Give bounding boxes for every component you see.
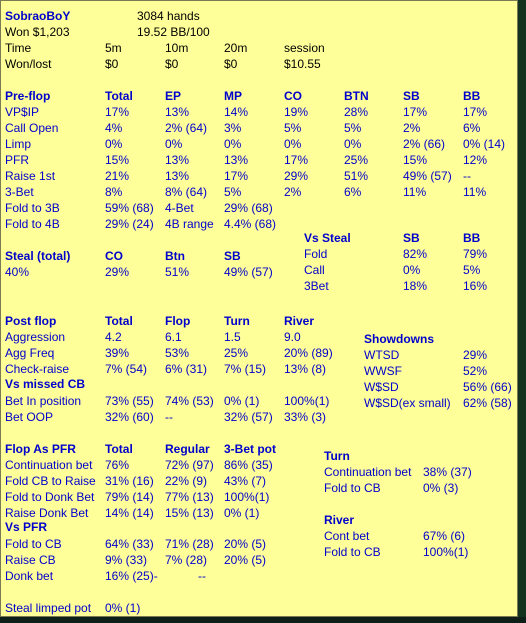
- flop-pfr-cell: 22% (9): [165, 474, 208, 488]
- preflop-cell: 8%: [105, 185, 123, 199]
- preflop-header-total: Total: [105, 89, 133, 103]
- postflop-cell: 25%: [224, 346, 249, 360]
- flop-pfr-cell: 15% (13): [165, 506, 214, 520]
- showdown-row-label: W$SD: [364, 380, 399, 394]
- preflop-cell: 2%: [284, 185, 302, 199]
- session-value-session: $10.55: [284, 57, 321, 71]
- preflop-cell: 5%: [284, 121, 302, 135]
- vs-steal-header-bb: BB: [463, 231, 481, 245]
- vs-pfr-row-label: Donk bet: [5, 569, 54, 583]
- postflop-cell: 20% (89): [284, 346, 333, 360]
- preflop-cell: 29%: [284, 169, 309, 183]
- steal-total-title: Steal (total): [5, 249, 71, 263]
- preflop-cell: 17%: [284, 153, 309, 167]
- preflop-cell: 0%: [105, 137, 123, 151]
- showdown-value: 52%: [463, 364, 488, 378]
- vs-pfr-cell: 16% (25)-: [105, 569, 158, 583]
- four-bet-label: 4-Bet: [165, 201, 194, 215]
- four-bet-value: 29% (68): [224, 201, 273, 215]
- preflop-cell: 21%: [105, 169, 130, 183]
- steal-header-sb: SB: [224, 249, 241, 263]
- river-value: 100%(1): [423, 545, 469, 559]
- missed-cb-cell: 33% (3): [284, 410, 327, 424]
- preflop-cell: --: [463, 169, 471, 183]
- preflop-cell: 2%: [403, 121, 421, 135]
- flop-pfr-cell: 72% (97): [165, 458, 214, 472]
- preflop-cell: 13%: [165, 169, 190, 183]
- preflop-row-label: PFR: [5, 153, 29, 167]
- session-header-10m: 10m: [165, 41, 189, 55]
- flop-pfr-row-label: Fold to Donk Bet: [5, 490, 95, 504]
- steal-limped-pot-label: Steal limped pot: [5, 601, 92, 615]
- showdown-row-label: WTSD: [364, 348, 400, 362]
- missed-cb-cell: 74% (53): [165, 394, 214, 408]
- four-bet-range-value: 4.4% (68): [224, 217, 277, 231]
- showdowns-title: Showdowns: [364, 332, 434, 346]
- flop-as-pfr-title: Flop As PFR: [5, 442, 76, 456]
- river-row-label: Fold to CB: [324, 545, 381, 559]
- vs-steal-cell: 16%: [463, 279, 488, 293]
- flop-pfr-cell: 43% (7): [224, 474, 267, 488]
- preflop-header-mp: MP: [224, 89, 242, 103]
- steal-limped-pot-value: 0% (1): [105, 601, 141, 615]
- turn-value: 0% (3): [423, 481, 459, 495]
- background-table-bottom: [0, 617, 526, 623]
- fold-to-3b-label: Fold to 3B: [5, 201, 60, 215]
- preflop-row-label: 3-Bet: [5, 185, 34, 199]
- preflop-cell: 11%: [403, 185, 427, 199]
- river-title: River: [324, 513, 355, 527]
- preflop-cell: 49% (57): [403, 169, 452, 183]
- preflop-cell: 19%: [284, 105, 309, 119]
- preflop-cell: 17%: [463, 105, 488, 119]
- missed-cb-cell: 32% (60): [105, 410, 154, 424]
- postflop-header-total: Total: [105, 314, 133, 328]
- bb-per-100: 19.52 BB/100: [137, 25, 210, 39]
- preflop-cell: 0%: [344, 137, 362, 151]
- flop-pfr-row-label: Continuation bet: [5, 458, 93, 472]
- preflop-header-sb: SB: [403, 89, 420, 103]
- preflop-row-label: Call Open: [5, 121, 59, 135]
- vs-steal-cell: 0%: [403, 263, 421, 277]
- preflop-header-btn: BTN: [344, 89, 369, 103]
- postflop-cell: 7% (15): [224, 362, 267, 376]
- preflop-header-ep: EP: [165, 89, 182, 103]
- player-name: SobraoBoY: [5, 9, 71, 23]
- missed-cb-cell: 32% (57): [224, 410, 273, 424]
- vs-steal-row-label: 3Bet: [304, 279, 329, 293]
- postflop-cell: 1.5: [224, 330, 241, 344]
- preflop-cell: 0% (14): [463, 137, 506, 151]
- total-won: Won $1,203: [5, 25, 70, 39]
- vs-pfr-cell: 64% (33): [105, 537, 154, 551]
- postflop-header-flop: Flop: [165, 314, 191, 328]
- flop-pfr-cell: 86% (35): [224, 458, 273, 472]
- river-value: 67% (6): [423, 529, 466, 543]
- missed-cb-row-label: Bet In position: [5, 394, 82, 408]
- missed-cb-cell: 0% (1): [224, 394, 260, 408]
- preflop-cell: 2% (64): [165, 121, 208, 135]
- vs-pfr-row-label: Raise CB: [5, 553, 56, 567]
- showdown-row-label: WWSF: [364, 364, 402, 378]
- preflop-cell: 15%: [403, 153, 428, 167]
- vs-pfr-row-label: Fold to CB: [5, 537, 62, 551]
- preflop-cell: 28%: [344, 105, 369, 119]
- showdown-value: 56% (66): [463, 380, 512, 394]
- flop-pfr-row-label: Fold CB to Raise: [5, 474, 96, 488]
- fold-to-4b-value: 29% (24): [105, 217, 154, 231]
- preflop-row-label: Raise 1st: [5, 169, 56, 183]
- preflop-cell: 11%: [463, 185, 487, 199]
- vs-pfr-title: Vs PFR: [5, 520, 48, 534]
- preflop-cell: 12%: [463, 153, 488, 167]
- postflop-cell: 6% (31): [165, 362, 208, 376]
- vs-pfr-cell: 9% (33): [105, 553, 148, 567]
- vs-steal-row-label: Call: [304, 263, 325, 277]
- showdown-row-label: W$SD(ex small): [364, 396, 451, 410]
- vs-steal-cell: 79%: [463, 247, 488, 261]
- postflop-cell: 9.0: [284, 330, 301, 344]
- session-header-session: session: [284, 41, 325, 55]
- preflop-cell: 3%: [224, 121, 242, 135]
- postflop-header-turn: Turn: [224, 314, 250, 328]
- flop-pfr-cell: 76%: [105, 458, 130, 472]
- postflop-row-label: Agg Freq: [5, 346, 55, 360]
- showdown-value: 29%: [463, 348, 488, 362]
- preflop-header-bb: BB: [463, 89, 481, 103]
- preflop-title: Pre-flop: [5, 89, 51, 103]
- fold-to-3b-value: 59% (68): [105, 201, 154, 215]
- preflop-cell: 6%: [344, 185, 362, 199]
- session-row-label: Won/lost: [5, 57, 52, 71]
- vs-steal-cell: 5%: [463, 263, 481, 277]
- steal-co-value: 29%: [105, 265, 130, 279]
- preflop-cell: 25%: [344, 153, 369, 167]
- vs-pfr-cell: 71% (28): [165, 537, 214, 551]
- postflop-cell: 6.1: [165, 330, 182, 344]
- flop-pfr-cell: 79% (14): [105, 490, 154, 504]
- preflop-cell: 13%: [224, 153, 249, 167]
- preflop-cell: 14%: [224, 105, 249, 119]
- preflop-row-label: Limp: [5, 137, 32, 151]
- flop-pfr-header-3bet-pot: 3-Bet pot: [224, 442, 276, 456]
- turn-row-label: Continuation bet: [324, 465, 412, 479]
- flop-pfr-cell: 77% (13): [165, 490, 214, 504]
- postflop-title: Post flop: [5, 314, 57, 328]
- steal-header-co: CO: [105, 249, 123, 263]
- postflop-cell: 7% (54): [105, 362, 148, 376]
- vs-pfr-cell: 20% (5): [224, 553, 267, 567]
- preflop-cell: 15%: [105, 153, 130, 167]
- vs-steal-header-sb: SB: [403, 231, 420, 245]
- showdown-value: 62% (58): [463, 396, 512, 410]
- preflop-row-label: VP$IP: [5, 105, 40, 119]
- vs-pfr-cell: --: [198, 569, 206, 583]
- missed-cb-cell: 100%(1): [284, 394, 330, 408]
- preflop-cell: 17%: [403, 105, 428, 119]
- flop-pfr-header-total: Total: [105, 442, 133, 456]
- postflop-row-label: Aggression: [5, 330, 66, 344]
- postflop-header-river: River: [284, 314, 315, 328]
- preflop-cell: 51%: [344, 169, 369, 183]
- postflop-cell: 4.2: [105, 330, 122, 344]
- fold-to-4b-label: Fold to 4B: [5, 217, 60, 231]
- preflop-cell: 0%: [284, 137, 302, 151]
- flop-pfr-cell: 0% (1): [224, 506, 260, 520]
- steal-header-btn: Btn: [165, 249, 185, 263]
- steal-btn-value: 51%: [165, 265, 190, 279]
- postflop-cell: 53%: [165, 346, 190, 360]
- flop-pfr-row-label: Raise Donk Bet: [5, 506, 89, 520]
- preflop-cell: 17%: [224, 169, 249, 183]
- preflop-cell: 17%: [105, 105, 130, 119]
- preflop-cell: 6%: [463, 121, 481, 135]
- postflop-cell: 13% (8): [284, 362, 327, 376]
- session-value-5m: $0: [105, 57, 119, 71]
- vs-pfr-cell: 20% (5): [224, 537, 267, 551]
- missed-cb-row-label: Bet OOP: [5, 410, 54, 424]
- background-table-edge: [518, 0, 526, 623]
- turn-value: 38% (37): [423, 465, 472, 479]
- preflop-cell: 0%: [165, 137, 183, 151]
- four-bet-range-label: 4B range: [165, 217, 214, 231]
- vs-steal-cell: 82%: [403, 247, 428, 261]
- hands-count: 3084 hands: [137, 9, 200, 23]
- session-value-20m: $0: [224, 57, 238, 71]
- preflop-header-co: CO: [284, 89, 302, 103]
- river-row-label: Cont bet: [324, 529, 370, 543]
- flop-pfr-cell: 31% (16): [105, 474, 154, 488]
- missed-cb-cell: 73% (55): [105, 394, 154, 408]
- session-header-20m: 20m: [224, 41, 248, 55]
- vs-steal-cell: 18%: [403, 279, 428, 293]
- vs-steal-title: Vs Steal: [304, 231, 351, 245]
- preflop-cell: 13%: [165, 105, 190, 119]
- vs-pfr-cell: 7% (28): [165, 553, 208, 567]
- preflop-cell: 2% (66): [403, 137, 446, 151]
- preflop-cell: 5%: [224, 185, 242, 199]
- vs-missed-cb-title: Vs missed CB: [5, 377, 86, 391]
- preflop-cell: 5%: [344, 121, 362, 135]
- flop-pfr-header-regular: Regular: [165, 442, 210, 456]
- turn-row-label: Fold to CB: [324, 481, 381, 495]
- preflop-cell: 8% (64): [165, 185, 208, 199]
- session-header-5m: 5m: [105, 41, 122, 55]
- postflop-row-label: Check-raise: [5, 362, 70, 376]
- missed-cb-cell: --: [165, 410, 173, 424]
- preflop-cell: 13%: [165, 153, 190, 167]
- vs-steal-row-label: Fold: [304, 247, 328, 261]
- steal-sb-value: 49% (57): [224, 265, 273, 279]
- preflop-cell: 0%: [224, 137, 242, 151]
- turn-title: Turn: [324, 449, 350, 463]
- flop-pfr-cell: 14% (14): [105, 506, 154, 520]
- steal-total-value: 40%: [5, 265, 30, 279]
- flop-pfr-cell: 100%(1): [224, 490, 270, 504]
- session-value-10m: $0: [165, 57, 179, 71]
- session-header-label: Time: [5, 41, 32, 55]
- preflop-cell: 4%: [105, 121, 123, 135]
- postflop-cell: 39%: [105, 346, 130, 360]
